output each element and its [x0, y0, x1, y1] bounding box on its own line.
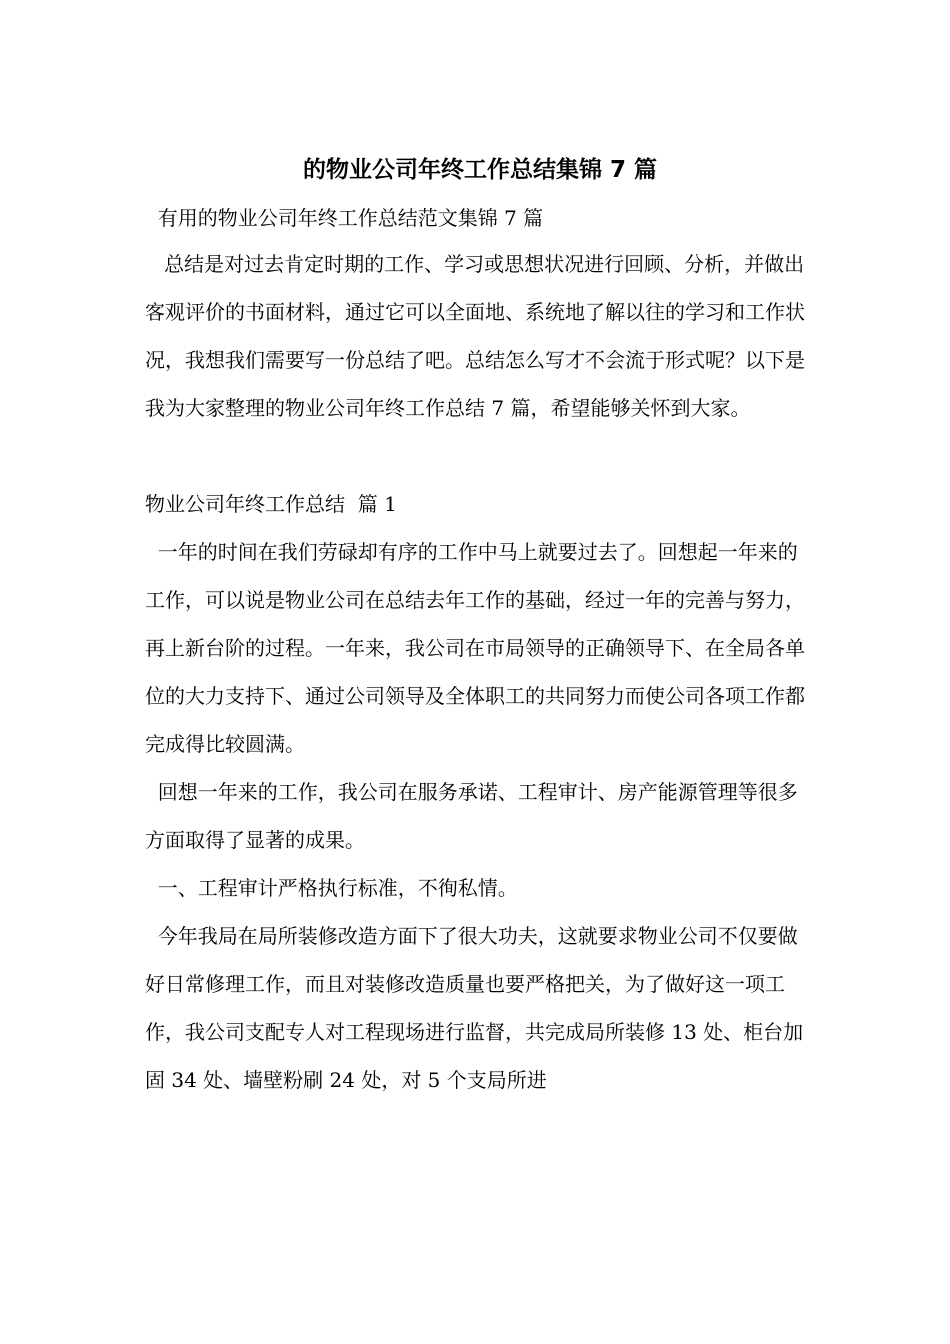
paragraph-gap — [145, 432, 815, 480]
intro-paragraph: 总结是对过去肯定时期的工作、学习或思想状况进行回顾、分析，并做出客观评价的书面材料，通过它可以全面地、系统地了解以往的学习和工作状况，我想我们需要写一份总结了吧。总结怎么写才不会流于形式呢？以下是我为大家整理的物业公司年终工作总结 7 篇，希望能够关怀到大家。 — [145, 252, 805, 420]
body-paragraph: 今年我局在局所装修改造方面下了很大功夫，这就要求物业公司不仅要做好日常修理工作，而且对装修改造质量也要严格把关，为了做好这一项工作，我公司支配专人对工程现场进行监督，共完成局所装修 13 处、柜台加固 34 处、墙壁粉刷 24 处，对 5 个支局所进 — [145, 924, 804, 1092]
body-paragraph: 一、工程审计严格执行标准，不徇私情。 — [145, 876, 518, 900]
document-title: 的物业公司年终工作总结集锦 7 篇 — [302, 157, 658, 183]
document-page — [145, 150, 815, 1104]
document-subtitle: 有用的物业公司年终工作总结范文集锦 7 篇 — [145, 206, 544, 230]
body-paragraph: 一年的时间在我们劳碌却有序的工作中马上就要过去了。回想起一年来的工作，可以说是物业公司在总结去年工作的基础，经过一年的完善与努力，再上新台阶的过程。一年来，我公司在市局领导的正确领导下、在全局各单位的大力支持下、通过公司领导及全体职工的共同努力而使公司各项工作都完成得比较圆满。 — [145, 540, 805, 756]
section-heading: 物业公司年终工作总结 篇 1 — [145, 492, 397, 516]
body-paragraph: 回想一年来的工作，我公司在服务承诺、工程审计、房产能源管理等很多方面取得了显著的成果。 — [145, 780, 798, 852]
